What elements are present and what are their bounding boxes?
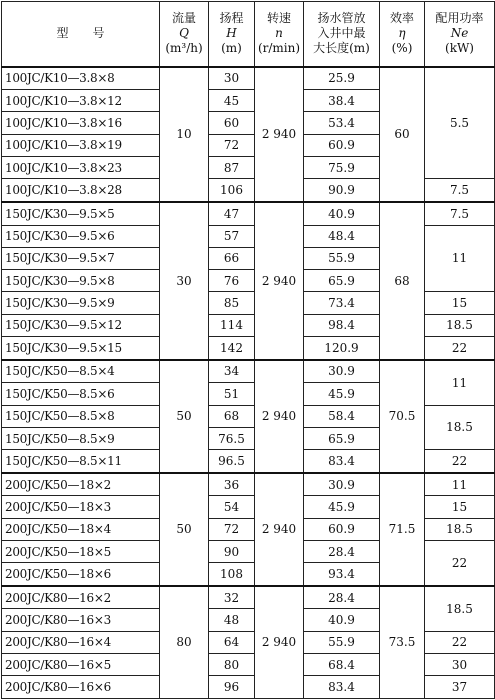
- efficiency-cell: 70.5: [380, 360, 425, 473]
- speed-cell: 2 940: [255, 360, 304, 473]
- head-cell: 76: [209, 270, 255, 292]
- model-header: 型 号: [2, 2, 160, 67]
- pipe-length-cell: 30.9: [304, 360, 380, 383]
- model-cell: 100JC/K10—3.8×23: [2, 157, 160, 179]
- power-cell: 22: [425, 631, 495, 653]
- power-cell: 11: [425, 225, 495, 292]
- head-cell: 36: [209, 473, 255, 496]
- pipe-length-cell: 90.9: [304, 179, 380, 202]
- model-cell: 100JC/K10—3.8×12: [2, 90, 160, 112]
- efficiency-cell: 71.5: [380, 473, 425, 586]
- head-cell: 106: [209, 179, 255, 202]
- head-cell: 80: [209, 654, 255, 676]
- head-cell: 96: [209, 676, 255, 699]
- head-cell: 114: [209, 314, 255, 336]
- head-cell: 68: [209, 405, 255, 427]
- table-row: [2, 586, 495, 609]
- head-cell: 64: [209, 631, 255, 653]
- flow-cell: 50: [160, 360, 209, 473]
- head-cell: 90: [209, 541, 255, 563]
- model-cell: 200JC/K50—18×5: [2, 541, 160, 563]
- pipe-length-cell: 45.9: [304, 383, 380, 405]
- head-header: 扬程 H (m): [209, 2, 255, 67]
- pipe-length-cell: 38.4: [304, 90, 380, 112]
- header-row: [2, 2, 495, 67]
- power-cell: 30: [425, 654, 495, 676]
- head-cell: 60: [209, 112, 255, 134]
- head-cell: 45: [209, 90, 255, 112]
- speed-cell: 2 940: [255, 202, 304, 360]
- power-cell: 37: [425, 676, 495, 699]
- model-cell: 200JC/K50—18×6: [2, 563, 160, 586]
- pipe-length-cell: 30.9: [304, 473, 380, 496]
- model-cell: 150JC/K50—8.5×6: [2, 383, 160, 405]
- model-cell: 150JC/K30—9.5×9: [2, 292, 160, 314]
- model-cell: 200JC/K80—16×5: [2, 654, 160, 676]
- pipe-length-cell: 28.4: [304, 541, 380, 563]
- model-cell: 150JC/K50—8.5×11: [2, 450, 160, 473]
- head-cell: 72: [209, 518, 255, 540]
- power-cell: 7.5: [425, 202, 495, 225]
- pipe-length-cell: 60.9: [304, 134, 380, 156]
- pipe-length-cell: 25.9: [304, 67, 380, 90]
- speed-cell: 2 940: [255, 586, 304, 699]
- model-cell: 100JC/K10—3.8×16: [2, 112, 160, 134]
- pipe-length-cell: 120.9: [304, 337, 380, 360]
- pipe-length-cell: 53.4: [304, 112, 380, 134]
- head-cell: 57: [209, 225, 255, 247]
- head-cell: 142: [209, 337, 255, 360]
- pipe-length-cell: 68.4: [304, 654, 380, 676]
- model-cell: 150JC/K50—8.5×8: [2, 405, 160, 427]
- head-cell: 66: [209, 247, 255, 269]
- power-cell: 22: [425, 450, 495, 473]
- efficiency-header: 效率 η (%): [380, 2, 425, 67]
- power-cell: 22: [425, 337, 495, 360]
- pipe-length-cell: 83.4: [304, 676, 380, 699]
- flow-cell: 50: [160, 473, 209, 586]
- speed-cell: 2 940: [255, 473, 304, 586]
- efficiency-cell: 73.5: [380, 586, 425, 699]
- table-row: [2, 360, 495, 383]
- pipe-length-cell: 60.9: [304, 518, 380, 540]
- pipe-length-cell: 55.9: [304, 247, 380, 269]
- power-cell: 18.5: [425, 314, 495, 336]
- power-cell: 22: [425, 541, 495, 586]
- model-cell: 200JC/K80—16×3: [2, 609, 160, 631]
- flow-cell: 10: [160, 67, 209, 202]
- head-cell: 72: [209, 134, 255, 156]
- model-cell: 200JC/K50—18×3: [2, 496, 160, 518]
- power-cell: 11: [425, 360, 495, 405]
- power-cell: 18.5: [425, 518, 495, 540]
- head-cell: 76.5: [209, 427, 255, 449]
- pipe-length-cell: 83.4: [304, 450, 380, 473]
- model-cell: 150JC/K30—9.5×15: [2, 337, 160, 360]
- head-cell: 54: [209, 496, 255, 518]
- model-cell: 200JC/K80—16×4: [2, 631, 160, 653]
- power-cell: 5.5: [425, 67, 495, 179]
- speed-cell: 2 940: [255, 67, 304, 202]
- efficiency-cell: 60: [380, 67, 425, 202]
- pipe-length-cell: 28.4: [304, 586, 380, 609]
- efficiency-cell: 68: [380, 202, 425, 360]
- power-cell: 15: [425, 496, 495, 518]
- power-cell: 18.5: [425, 586, 495, 631]
- pipe-length-cell: 65.9: [304, 427, 380, 449]
- head-cell: 85: [209, 292, 255, 314]
- pump-spec-table: [1, 1, 495, 699]
- flow-cell: 80: [160, 586, 209, 699]
- power-cell: 11: [425, 473, 495, 496]
- model-cell: 200JC/K50—18×4: [2, 518, 160, 540]
- model-cell: 150JC/K50—8.5×9: [2, 427, 160, 449]
- model-cell: 150JC/K30—9.5×7: [2, 247, 160, 269]
- head-cell: 32: [209, 586, 255, 609]
- pipe-length-header: 扬水管放 入井中最 大长度(m): [304, 2, 380, 67]
- pipe-length-cell: 55.9: [304, 631, 380, 653]
- power-cell: 18.5: [425, 405, 495, 450]
- power-cell: 15: [425, 292, 495, 314]
- pipe-length-cell: 58.4: [304, 405, 380, 427]
- model-cell: 150JC/K30—9.5×12: [2, 314, 160, 336]
- table-row: [2, 202, 495, 225]
- power-cell: 7.5: [425, 179, 495, 202]
- head-cell: 30: [209, 67, 255, 90]
- pipe-length-cell: 40.9: [304, 202, 380, 225]
- head-cell: 48: [209, 609, 255, 631]
- flow-cell: 30: [160, 202, 209, 360]
- head-cell: 87: [209, 157, 255, 179]
- flow-header: 流量 Q (m³/h): [160, 2, 209, 67]
- speed-header: 转速 n (r/min): [255, 2, 304, 67]
- head-cell: 108: [209, 563, 255, 586]
- model-cell: 200JC/K50—18×2: [2, 473, 160, 496]
- pipe-length-cell: 48.4: [304, 225, 380, 247]
- model-cell: 200JC/K80—16×2: [2, 586, 160, 609]
- pipe-length-cell: 65.9: [304, 270, 380, 292]
- model-cell: 150JC/K50—8.5×4: [2, 360, 160, 383]
- table-row: [2, 67, 495, 90]
- model-cell: 150JC/K30—9.5×5: [2, 202, 160, 225]
- model-cell: 100JC/K10—3.8×28: [2, 179, 160, 202]
- pipe-length-cell: 40.9: [304, 609, 380, 631]
- power-header: 配用功率 Ne (kW): [425, 2, 495, 67]
- pipe-length-cell: 98.4: [304, 314, 380, 336]
- head-cell: 51: [209, 383, 255, 405]
- model-cell: 100JC/K10—3.8×19: [2, 134, 160, 156]
- pipe-length-cell: 93.4: [304, 563, 380, 586]
- model-cell: 200JC/K80—16×6: [2, 676, 160, 699]
- head-cell: 34: [209, 360, 255, 383]
- pipe-length-cell: 73.4: [304, 292, 380, 314]
- pipe-length-cell: 45.9: [304, 496, 380, 518]
- model-cell: 150JC/K30—9.5×6: [2, 225, 160, 247]
- pipe-length-cell: 75.9: [304, 157, 380, 179]
- head-cell: 96.5: [209, 450, 255, 473]
- model-cell: 150JC/K30—9.5×8: [2, 270, 160, 292]
- head-cell: 47: [209, 202, 255, 225]
- model-cell: 100JC/K10—3.8×8: [2, 67, 160, 90]
- table-row: [2, 473, 495, 496]
